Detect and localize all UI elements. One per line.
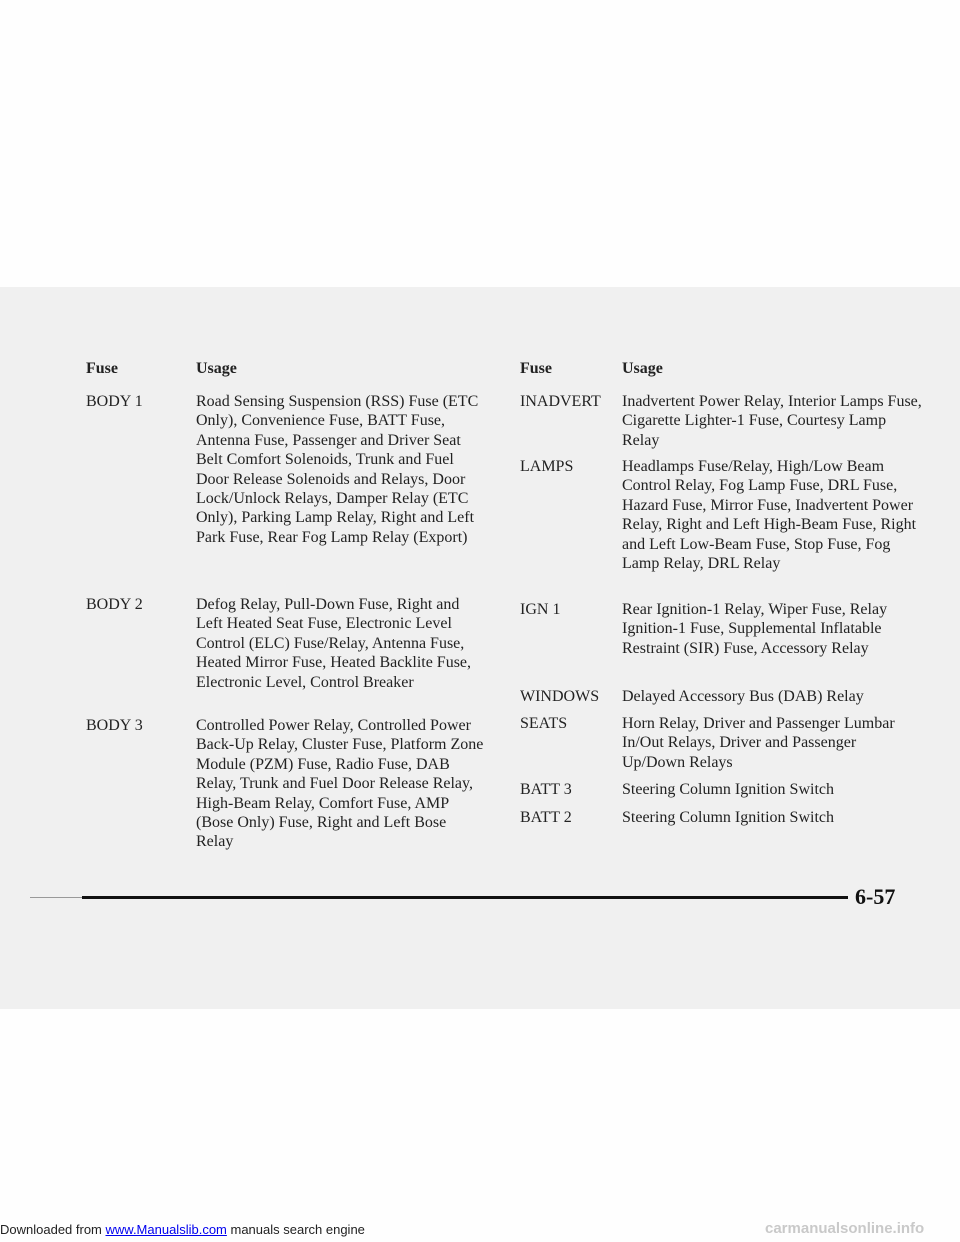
footer-rule: [82, 896, 848, 899]
table-header: [520, 360, 920, 388]
download-credit: [0, 1222, 365, 1237]
fuse-usage: Steering Column Ignition Switch: [622, 781, 834, 798]
fuse-usage: Inadvertent Power Relay, Interior Lamps Fuse, Cigarette Lighter-1 Fuse, Courtesy Lamp Relay: [622, 393, 922, 449]
header-fuse: Fuse: [520, 360, 552, 377]
header-usage: Usage: [622, 360, 663, 377]
fuse-name: WINDOWS: [520, 688, 600, 705]
credit-suffix: manuals search engine: [226, 1222, 365, 1237]
fuse-usage: Steering Column Ignition Switch: [622, 809, 834, 826]
footer-rule-thin: [30, 897, 90, 898]
header-fuse: Fuse: [86, 360, 118, 377]
manualslib-link[interactable]: www.Manualslib.com: [105, 1222, 227, 1237]
fuse-name: BATT 2: [520, 809, 572, 826]
fuse-usage: Rear Ignition-1 Relay, Wiper Fuse, Relay Ignition-1 Fuse, Supplemental Inflatable Restraint (SIR) Fuse, Accessory Relay: [622, 601, 888, 657]
top-margin: [0, 0, 960, 287]
fuse-name: BODY 3: [86, 717, 143, 734]
fuse-usage: Horn Relay, Driver and Passenger Lumbar In/Out Relays, Driver and Passenger Up/Down Relays: [622, 715, 895, 771]
fuse-usage: Defog Relay, Pull-Down Fuse, Right and Left Heated Seat Fuse, Electronic Level Control (ELC) Fuse/Relay, Antenna Fuse, Heated Mirror Fuse, Heated Backlite Fuse, Electronic Level, Control Breaker: [196, 596, 472, 691]
credit-prefix: Downloaded from: [0, 1222, 106, 1237]
header-usage: Usage: [196, 360, 237, 377]
fuse-usage: Controlled Power Relay, Controlled Power Back-Up Relay, Cluster Fuse, Platform Zone Module (PZM) Fuse, Radio Fuse, DAB Relay, Trunk and Fuel Door Release Relay, High-Beam Relay, Comfort Fuse, AMP (Bose Only) Fuse, Right and Left Bose Relay: [196, 717, 484, 851]
table-header: [86, 360, 486, 388]
fuse-usage: Road Sensing Suspension (RSS) Fuse (ETC Only), Convenience Fuse, BATT Fuse, Antenna Fuse, Passenger and Driver Seat Belt Comfort Solenoids, Trunk and Fuel Door Release Solenoids and Relays, Door Lock/Unlock Relays, Damper Relay (ETC Only), Parking Lamp Relay, Right and Left Park Fuse, Rear Fog Lamp Relay (Export): [196, 393, 479, 546]
fuse-name: BODY 1: [86, 393, 143, 410]
fuse-table-left: [86, 360, 486, 851]
fuse-table-right: [520, 360, 922, 826]
fuse-name: INADVERT: [520, 393, 601, 410]
fuse-name: BODY 2: [86, 596, 143, 613]
site-watermark: carmanualsonline.info: [765, 1220, 925, 1237]
fuse-name: SEATS: [520, 715, 568, 732]
bottom-margin: [0, 1009, 960, 1242]
page-number: 6-57: [855, 884, 896, 909]
fuse-name: LAMPS: [520, 458, 574, 475]
fuse-usage: Delayed Accessory Bus (DAB) Relay: [622, 688, 864, 705]
fuse-name: IGN 1: [520, 601, 561, 618]
fuse-usage: Headlamps Fuse/Relay, High/Low Beam Control Relay, Fog Lamp Fuse, DRL Fuse, Hazard Fuse, Mirror Fuse, Inadvertent Power Relay, Right and Left High-Beam Fuse, Right and Left Low-Beam Fuse, Stop Fuse, Fog Lamp Relay, DRL Relay: [622, 458, 917, 573]
fuse-name: BATT 3: [520, 781, 572, 798]
